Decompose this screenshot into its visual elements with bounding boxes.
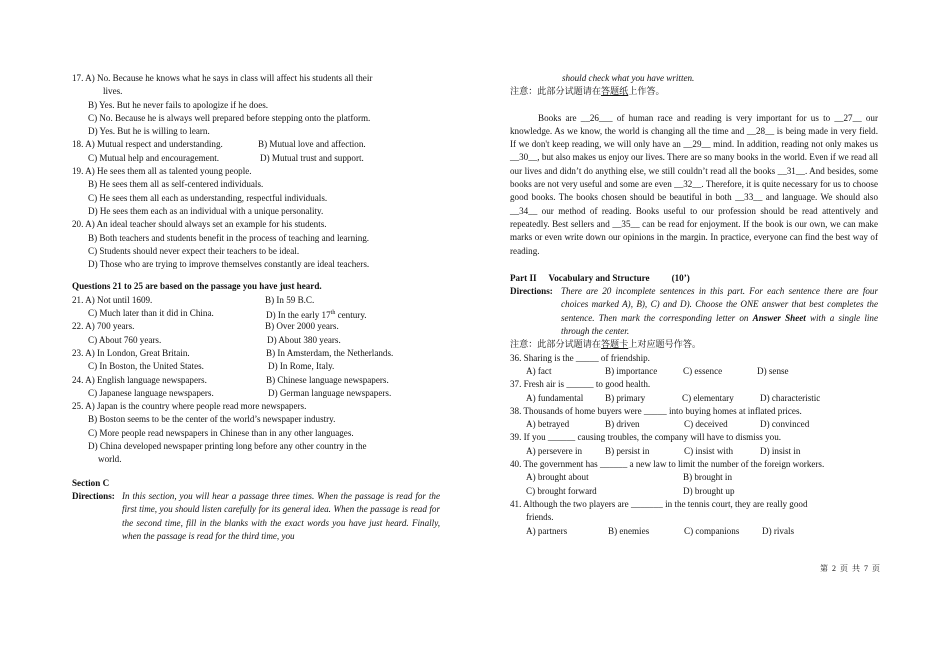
- q22-a: 22. A) 700 years.: [72, 321, 135, 332]
- q40-b: B) brought in: [683, 472, 733, 483]
- q40-c: C) brought forward: [526, 485, 597, 496]
- q21-d: [266, 307, 367, 320]
- q22-b: B) Over 2000 years.: [265, 321, 339, 332]
- q17-c: C) No. Because he is always well prepared before stepping onto the platform.: [88, 112, 371, 123]
- part2-directions: [510, 285, 878, 338]
- q24-a: 24. A) English language newspapers.: [72, 374, 207, 385]
- part2-directions-label: Directions:: [510, 286, 553, 297]
- part2-name: Vocabulary and Structure: [548, 272, 650, 283]
- q21-b: B) In 59 B.C.: [265, 294, 315, 305]
- q39-b: B) persist in: [605, 445, 650, 456]
- q36-c: C) essence: [683, 365, 723, 376]
- q36-d: D) sense: [757, 365, 789, 376]
- q24-row2: [72, 387, 444, 400]
- q40-a: A) brought about: [526, 472, 589, 483]
- q36-stem: 36. Sharing is the _____ of friendship.: [510, 352, 650, 363]
- q25-a: 25. A) Japan is the country where people read more newspapers.: [72, 401, 307, 412]
- q23-c: C) In Boston, the United States.: [88, 361, 204, 372]
- q24-c: C) Japanese language newspapers.: [88, 387, 214, 398]
- q20-b: B) Both teachers and students benefit in the process of teaching and learning.: [88, 232, 370, 243]
- dir-text-1: There are 20 incomplete sentences in this part. For each sentence there are four choices marked A), B), C) and D). Choose the ONE answer that best completes the sentence. Then mark the corresponding letter on: [561, 286, 878, 323]
- q40-stem: 40. The government has ______ a new law to limit the number of the foreign workers.: [510, 459, 825, 470]
- directions-text: In this section, you will hear a passage three times. When the passage is read for the first time, you should listen carefully for its general idea. When the passage is read for the second time, fill in the blanks with the exact words you have just heard. Finally, when the passage is read for the third time, you: [122, 490, 440, 541]
- q39-options: [510, 445, 878, 458]
- right-column: [510, 72, 878, 538]
- q25-d: D) China developed newspaper printing long before any other country in the: [88, 441, 367, 452]
- q38-a: A) betrayed: [526, 419, 570, 430]
- section-c-directions: [72, 490, 444, 543]
- q38-b: B) driven: [605, 419, 640, 430]
- section-c-title: Section C: [72, 477, 110, 488]
- q19-b: B) He sees them all as self-centered individuals.: [88, 179, 264, 190]
- q39-d: D) insist in: [760, 445, 801, 456]
- page-number-footer: 第 2 页 共 7 页: [820, 564, 881, 573]
- q40-options-row1: [510, 471, 878, 484]
- q18-row2: [72, 152, 444, 165]
- q41-options: [510, 525, 878, 538]
- q37-options: [510, 392, 878, 405]
- q36-a: A) fact: [526, 365, 552, 376]
- q22-c: C) About 760 years.: [88, 334, 162, 345]
- q18-d: D) Mutual trust and support.: [260, 152, 364, 163]
- questions-21-25-heading: Questions 21 to 25 are based on the passage you have just heard.: [72, 281, 322, 292]
- directions-continuation: should check what you have written.: [562, 73, 695, 83]
- q41-a: A) partners: [526, 525, 568, 536]
- q23-a: 23. A) In London, Great Britain.: [72, 347, 190, 358]
- note2-post: 上对应题号作答。: [628, 339, 702, 350]
- q21-row1: [72, 294, 444, 307]
- q41-b: B) enemies: [608, 525, 650, 536]
- q25-b: B) Boston seems to be the center of the world’s newspaper industry.: [88, 414, 336, 425]
- q37-a: A) fundamental: [526, 392, 584, 403]
- q23-d: D) In Rome, Italy.: [268, 361, 335, 372]
- q22-d: D) About 380 years.: [267, 334, 341, 345]
- note-answer-paper: [510, 85, 878, 98]
- q38-d: D) convinced: [760, 419, 810, 430]
- q40-options-row2: [510, 485, 878, 498]
- q22-row2: [72, 334, 444, 347]
- note1-underlined: 答题纸: [600, 86, 629, 97]
- q17-d: D) Yes. But he is willing to learn.: [88, 126, 210, 137]
- q21-a: 21. A) Not until 1609.: [72, 294, 153, 305]
- note2-underlined: 答题卡: [600, 339, 629, 350]
- q18-b: B) Mutual love and affection.: [258, 139, 366, 150]
- part2-title: Part II: [510, 272, 537, 283]
- left-column: [72, 72, 444, 543]
- part2-directions-text: [561, 285, 878, 338]
- q37-stem: 37. Fresh air is ______ to good health.: [510, 379, 651, 390]
- q36-options: [510, 365, 878, 378]
- q18-c: C) Mutual help and encouragement.: [88, 152, 220, 163]
- q41-d: D) rivals: [762, 525, 795, 536]
- q17-stem: 17. A) No. Because he knows what he says in class will affect his students all their: [72, 73, 373, 83]
- q37-c: C) elementary: [682, 392, 734, 403]
- q17-cont: lives.: [103, 86, 123, 97]
- q38-stem: 38. Thousands of home buyers were _____ into buying homes at inflated prices.: [510, 405, 802, 416]
- q21-c: C) Much later than it did in China.: [88, 308, 214, 319]
- q39-stem: 39. If you ______ causing troubles, the company will have to dismiss you.: [510, 432, 782, 443]
- note1-post: 上作答。: [628, 86, 665, 97]
- q24-b: B) Chinese language newspapers.: [266, 374, 389, 385]
- part2-heading: [510, 272, 878, 285]
- q40-d: D) brought up: [683, 485, 735, 496]
- q25-c: C) More people read newspapers in Chinese than in any other languages.: [88, 427, 354, 438]
- q17-b: B) Yes. But he never fails to apologize if he does.: [88, 99, 269, 110]
- q19-d: D) He sees them each as an individual with a unique personality.: [88, 205, 324, 216]
- q39-a: A) persevere in: [526, 445, 583, 456]
- q18-a: 18. A) Mutual respect and understanding.: [72, 139, 223, 150]
- note1-pre: 注意：此部分试题请在: [510, 86, 601, 97]
- q41-c: C) companions: [684, 525, 740, 536]
- q36-b: B) importance: [605, 365, 658, 376]
- q20-c: C) Students should never expect their teachers to be ideal.: [88, 245, 300, 256]
- q37-d: D) characteristic: [760, 392, 821, 403]
- q41-stem: 41. Although the two players are _______ in the tennis court, they are really good: [510, 498, 808, 509]
- q38-c: C) deceived: [684, 419, 728, 430]
- q21-d-sup: th: [330, 310, 336, 317]
- q23-row1: [72, 347, 444, 360]
- q20-a: 20. A) An ideal teacher should always set an example for his students.: [72, 219, 327, 230]
- cloze-passage: Books are __26___ of human race and reading is very important for us to __27__ our knowledge. As we know, the world is changing all the time and __28__ is being made in very field. If we don't keep reading, we will only have an __29__ mind. In addition, reading not only makes us __30__, but also makes us enjoy our lives. There are so many books in the world. Even if we read all our lives and didn’t do anything else, we still couldn’t read all the books __31__. And besides, some books are not very useful and some are even __32__. Therefore, it is quite necessary for us to choose good books. The books chosen should be beautiful in both __33__ and language. We should also __34__ our method of reading. Books useful to our profession should be read attentively and repeatedly. Best sellers and __35__ can be read for enjoyment. If the book is our own, we can make marks or even write down our opinions in the margin. In practice, everyone can find the best way of reading.: [510, 112, 878, 256]
- dir-text-bold: Answer Sheet: [752, 312, 806, 323]
- q21-d-post: century.: [335, 310, 367, 321]
- q23-b: B) In Amsterdam, the Netherlands.: [266, 347, 394, 358]
- q19-c: C) He sees them all each as understanding, respectful individuals.: [88, 192, 328, 203]
- note2-pre: 注意：此部分试题请在: [510, 339, 601, 350]
- dir-text-2: with a single line through the center.: [561, 312, 878, 337]
- q24-row1: [72, 374, 444, 387]
- q21-d-pre: D) In the early 17: [266, 310, 331, 321]
- q21-row2: [72, 307, 444, 320]
- q19-a: 19. A) He sees them all as talented young people.: [72, 166, 252, 177]
- q38-options: [510, 418, 878, 431]
- q24-d: D) German language newspapers.: [268, 387, 392, 398]
- q39-c: C) insist with: [684, 445, 734, 456]
- q41-cont: friends.: [526, 512, 554, 523]
- q18-row1: [72, 138, 444, 151]
- q20-d: D) Those who are trying to improve themselves constantly are ideal teachers.: [88, 259, 370, 270]
- q37-b: B) primary: [605, 392, 646, 403]
- directions-label: Directions:: [72, 490, 115, 501]
- q23-row2: [72, 360, 444, 373]
- q25-d-cont: world.: [98, 454, 122, 465]
- q22-row1: [72, 320, 444, 333]
- part2-score: (10’): [671, 272, 690, 283]
- note-answer-card: [510, 338, 878, 351]
